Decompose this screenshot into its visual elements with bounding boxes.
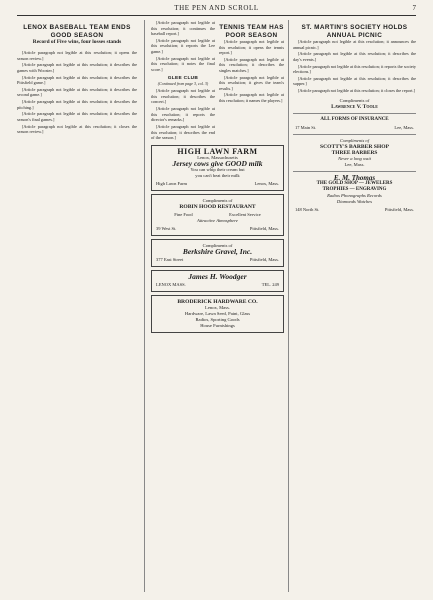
article-paragraph: [Article paragraph not legible at this resolution; it reports the director's remarks.] (151, 106, 215, 123)
column-divider (144, 20, 145, 592)
article-paragraph: [Article paragraph not legible at this resolution; it describes the season's final games.] (17, 111, 137, 122)
ad-tagline: You can whip their cream but (190, 166, 245, 172)
ad-line: Hardware, Lawn Seed, Paint, Glass (184, 310, 251, 316)
article-paragraph: [Article paragraph not legible at this resolution; it describes the concert.] (151, 88, 215, 105)
article-paragraph: [Article paragraph not legible at this resolution; it describes the day's events.] (293, 51, 416, 62)
ad-compliments: Compliments of (202, 197, 233, 203)
baseball-subhead: Record of Five wins, four losses stands (32, 39, 122, 45)
ad-line: Attractive Atmosphere (197, 217, 238, 223)
ad-compliments: Compliments of (202, 242, 233, 248)
ad-scottys-barber (293, 135, 416, 172)
article-paragraph: [Article paragraph not legible at this resolution; it reports the society elections.] (293, 63, 416, 75)
header-rule (17, 15, 416, 16)
ad-line: THREE BARBERS (331, 149, 378, 156)
article-paragraph: [Article paragraph not legible at this resolution; it describes the Pittsfield game.] (17, 74, 137, 86)
ad-name: ALL FORMS OF INSURANCE (320, 116, 389, 122)
ad-line: House Furnishings (200, 322, 235, 328)
article-paragraph: [Article paragraph not legible at this resolution; it gives the team's results.] (219, 74, 284, 91)
ad-line: Excellent Service (229, 211, 261, 217)
article-paragraph: [Article paragraph not legible at this resolution; it describes the pitching.] (17, 99, 137, 110)
ad-left: 17 Main St. (295, 124, 317, 130)
glee-club-headline: GLEE CLUB (167, 76, 199, 82)
ad-name: ROBIN HOOD RESTAURANT (179, 203, 256, 210)
column-baseball (17, 20, 137, 136)
ad-signature: E. M. Thomas (333, 173, 376, 182)
ad-line: Diamonds Watches (336, 198, 373, 204)
column-right (293, 20, 416, 216)
ad-slogan: Never a long wait (338, 155, 371, 161)
ad-name: SCOTTY'S BARBER SHOP (319, 143, 389, 150)
ad-line: TROPHIES — ENGRAVING (322, 186, 387, 192)
ad-left: 39 West St. (156, 225, 177, 231)
tennis-article (219, 20, 284, 142)
ad-line: Radios, Sporting Goods (195, 316, 240, 322)
article-paragraph: [Article paragraph not legible at this resolution; it notes the final score.] (151, 55, 215, 72)
article-paragraph: [Article paragraph not legible at this resolution; it describes the singles matches.] (219, 56, 284, 73)
ad-name: THE GOLD SHOP — JEWELERS (316, 180, 393, 186)
ad-right: Lee, Mass. (394, 124, 414, 130)
ad-town: Lee, Mass. (344, 161, 365, 167)
ad-right: Pittsfield, Mass. (249, 225, 279, 231)
ad-berkshire-gravel (151, 239, 284, 267)
article-paragraph: [Article paragraph not legible at this resolution; it names the players.] (219, 92, 284, 104)
ad-robin-hood (151, 194, 284, 236)
column-divider (288, 20, 289, 592)
baseball-headline: LENOX BASEBALL TEAM ENDS GOOD SEASON (23, 24, 131, 39)
article-paragraph: [Article paragraph not legible at this resolution; it continues the baseball report.] (151, 20, 215, 37)
article-paragraph: [Article paragraph not legible at this resolution; it describes the games with Wooster.] (17, 62, 137, 73)
baseball-continued (151, 20, 215, 142)
ad-town: Lenox, Massachusetts (197, 154, 238, 160)
ad-broderick-hardware (151, 295, 284, 333)
article-paragraph: [Article paragraph not legible at this resolution; it opens the season review.] (17, 50, 137, 61)
ad-tagline: you can't beat their milk (195, 172, 240, 178)
ad-right: Pittsfield, Mass. (249, 256, 279, 262)
ad-town: Lenox, Mass. (205, 304, 230, 310)
glee-club-continued-note: (Continued from page 3, col. 3) (157, 81, 209, 87)
article-paragraph: [Article paragraph not legible at this resolution; it describes the supper.] (293, 75, 416, 87)
ad-right: Lenox, Mass. (254, 180, 279, 186)
ad-line: Fine Food (174, 211, 193, 217)
column-middle (151, 20, 284, 336)
article-paragraph: [Article paragraph not legible at this resolution; it reports the Lee game.] (151, 37, 215, 54)
ad-right: TEL. 249 (261, 281, 279, 287)
article-paragraph: [Article paragraph not legible at this resolution; it closes the report.] (298, 88, 416, 94)
ad-name: Berkshire Gravel, Inc. (182, 246, 253, 256)
ad-insurance (293, 114, 416, 135)
tennis-headline: TENNIS TEAM HAS POOR SEASON (219, 24, 284, 39)
ad-left: 148 North St. (295, 206, 320, 212)
article-paragraph: [Article paragraph not legible at this resolution; it announces the annual picnic.] (293, 39, 416, 50)
ad-gold-shop (293, 172, 416, 216)
page-number: 7 (412, 4, 416, 12)
ad-compliments: Compliments of (340, 137, 369, 143)
ad-line: Radios Phonographs Records (327, 192, 382, 198)
article-paragraph: [Article paragraph not legible at this resolution; it describes the second game.] (17, 86, 137, 98)
article-paragraph: [Article paragraph not legible at this resolution; it closes the season review.] (17, 123, 137, 135)
article-paragraph: [Article paragraph not legible at this resolution; it describes the end of the season.] (151, 123, 215, 141)
ad-lawrence-toole (293, 95, 416, 114)
picnic-headline: ST. MARTIN'S SOCIETY HOLDS ANNUAL PICNIC (301, 24, 408, 39)
ad-left: High Lawn Farm (156, 180, 187, 186)
ad-name: BRODERICK HARDWARE CO. (177, 298, 258, 305)
ad-name: Lawrence V. Toole (331, 103, 378, 110)
ad-slogan: Jersey cows give GOOD milk (172, 158, 263, 168)
ad-name: HIGH LAWN FARM (177, 146, 258, 156)
ad-high-lawn-farm (151, 145, 284, 191)
ad-left: LENOX MASS. (156, 281, 186, 287)
ad-compliments: Compliments of (339, 97, 370, 103)
ad-right: Pittsfield, Mass. (384, 206, 414, 212)
article-paragraph: [Article paragraph not legible at this resolution; it opens the tennis report.] (219, 39, 284, 56)
ad-name: James H. Woodger (188, 271, 247, 281)
ad-woodger (151, 270, 284, 292)
ad-left: 377 East Street (156, 256, 184, 262)
publication-title: THE PEN AND SCROLL (174, 4, 259, 12)
